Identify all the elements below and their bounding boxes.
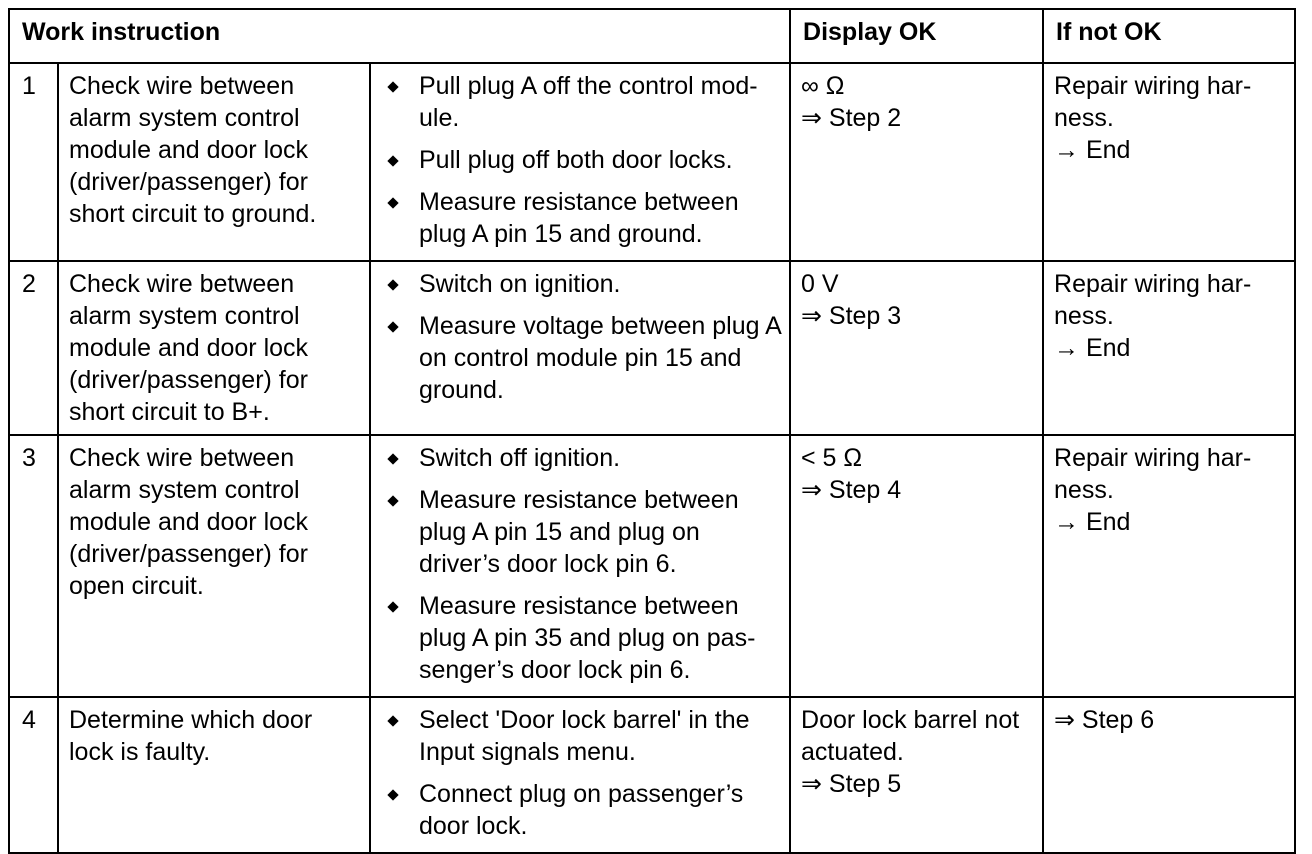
table-body: [9, 63, 1295, 853]
display-ok-line: Door lock barrel not: [801, 706, 1020, 734]
task-description: [58, 435, 370, 697]
task-description-line: short circuit to B+.: [69, 398, 270, 426]
diamond-bullet-icon: [387, 495, 398, 506]
diamond-bullet-icon: [387, 453, 398, 464]
if-not-ok-action: [1043, 63, 1295, 261]
task-description-line: alarm system control: [69, 104, 300, 132]
instruction-step-line: Select 'Door lock barrel' in the: [419, 706, 750, 734]
if-not-ok-line: ness.: [1054, 476, 1114, 504]
task-description-line: (driver/passenger) for: [69, 168, 308, 196]
display-ok-line: ⇒ Step 3: [801, 302, 902, 330]
if-not-ok-line: ⇒ Step 6: [1054, 706, 1155, 734]
header-display-ok: Display OK: [790, 9, 1043, 63]
task-description-line: lock is faulty.: [69, 738, 211, 766]
task-description-line: module and door lock: [69, 334, 309, 362]
instruction-step-line: Input signals menu.: [419, 738, 636, 766]
display-ok-line: ⇒ Step 4: [801, 476, 902, 504]
if-not-ok-line: Repair wiring har-: [1054, 444, 1252, 472]
list-item: [381, 70, 783, 134]
instruction-step-line: Switch off ignition.: [419, 444, 621, 472]
instruction-steps: [370, 261, 790, 435]
if-not-ok-line: → End: [1054, 508, 1131, 536]
instruction-step-line: Pull plug off both door locks.: [419, 146, 733, 174]
table-header-row: [9, 9, 1295, 63]
task-description-line: Determine which door: [69, 706, 313, 734]
bullet-list: [381, 442, 783, 686]
diamond-bullet-icon: [387, 155, 398, 166]
list-item: [381, 778, 783, 842]
display-ok-value: [790, 63, 1043, 261]
bullet-list: [381, 704, 783, 842]
task-description-line: short circuit to ground.: [69, 200, 317, 228]
instruction-step-line: Connect plug on passenger’s: [419, 780, 744, 808]
task-description: [58, 261, 370, 435]
bullet-list: [381, 70, 783, 250]
list-item: [381, 310, 783, 406]
diamond-bullet-icon: [387, 789, 398, 800]
instruction-step-line: door lock.: [419, 812, 528, 840]
instruction-step-line: plug A pin 15 and ground.: [419, 220, 703, 248]
instruction-step-line: Measure voltage between plug A: [419, 312, 782, 340]
diamond-bullet-icon: [387, 81, 398, 92]
if-not-ok-line: ness.: [1054, 302, 1114, 330]
table-row: [9, 63, 1295, 261]
instruction-step-line: ule.: [419, 104, 460, 132]
instruction-step-line: driver’s door lock pin 6.: [419, 550, 677, 578]
instruction-step-line: on control module pin 15 and: [419, 344, 742, 372]
bullet-list: [381, 268, 783, 406]
table-row: [9, 697, 1295, 853]
task-description-line: (driver/passenger) for: [69, 540, 308, 568]
display-ok-line: ⇒ Step 5: [801, 770, 902, 798]
instruction-step-line: Measure resistance between: [419, 188, 739, 216]
task-description-line: (driver/passenger) for: [69, 366, 308, 394]
instruction-step-line: plug A pin 35 and plug on pas-: [419, 624, 756, 652]
header-work-instruction: Work instruction: [9, 9, 790, 63]
instruction-step-line: plug A pin 15 and plug on: [419, 518, 700, 546]
work-instruction-table: [8, 8, 1296, 854]
task-description: [58, 63, 370, 261]
display-ok-line: < 5 Ω: [801, 444, 863, 472]
instruction-steps: [370, 697, 790, 853]
task-description-line: alarm system control: [69, 476, 300, 504]
task-description: [58, 697, 370, 853]
task-description-line: module and door lock: [69, 508, 309, 536]
if-not-ok-line: → End: [1054, 136, 1131, 164]
display-ok-line: ⇒ Step 2: [801, 104, 902, 132]
if-not-ok-line: → End: [1054, 334, 1131, 362]
if-not-ok-line: Repair wiring har-: [1054, 72, 1252, 100]
if-not-ok-action: [1043, 261, 1295, 435]
list-item: [381, 442, 783, 474]
instruction-step-line: Switch on ignition.: [419, 270, 621, 298]
list-item: [381, 590, 783, 686]
display-ok-line: 0 V: [801, 270, 839, 298]
if-not-ok-line: ness.: [1054, 104, 1114, 132]
task-description-line: open circuit.: [69, 572, 204, 600]
diamond-bullet-icon: [387, 715, 398, 726]
diamond-bullet-icon: [387, 197, 398, 208]
instruction-steps: [370, 63, 790, 261]
instruction-step-line: Measure resistance between: [419, 486, 739, 514]
task-description-line: alarm system control: [69, 302, 300, 330]
list-item: [381, 186, 783, 250]
task-description-line: module and door lock: [69, 136, 309, 164]
list-item: [381, 704, 783, 768]
instruction-step-line: senger’s door lock pin 6.: [419, 656, 691, 684]
header-if-not-ok: If not OK: [1043, 9, 1295, 63]
list-item: [381, 484, 783, 580]
diamond-bullet-icon: [387, 321, 398, 332]
display-ok-value: [790, 697, 1043, 853]
display-ok-line: ∞ Ω: [801, 72, 845, 100]
step-number: 1: [9, 63, 58, 261]
task-description-line: Check wire between: [69, 444, 295, 472]
step-number: 4: [9, 697, 58, 853]
display-ok-value: [790, 261, 1043, 435]
diamond-bullet-icon: [387, 279, 398, 290]
instruction-steps: [370, 435, 790, 697]
display-ok-line: actuated.: [801, 738, 904, 766]
if-not-ok-action: [1043, 697, 1295, 853]
if-not-ok-action: [1043, 435, 1295, 697]
task-description-line: Check wire between: [69, 72, 295, 100]
task-description-line: Check wire between: [69, 270, 295, 298]
table-row: [9, 435, 1295, 697]
instruction-step-line: ground.: [419, 376, 504, 404]
diamond-bullet-icon: [387, 601, 398, 612]
instruction-step-line: Pull plug A off the control mod-: [419, 72, 758, 100]
step-number: 2: [9, 261, 58, 435]
display-ok-value: [790, 435, 1043, 697]
table-row: [9, 261, 1295, 435]
step-number: 3: [9, 435, 58, 697]
list-item: [381, 144, 783, 176]
list-item: [381, 268, 783, 300]
if-not-ok-line: Repair wiring har-: [1054, 270, 1252, 298]
instruction-step-line: Measure resistance between: [419, 592, 739, 620]
